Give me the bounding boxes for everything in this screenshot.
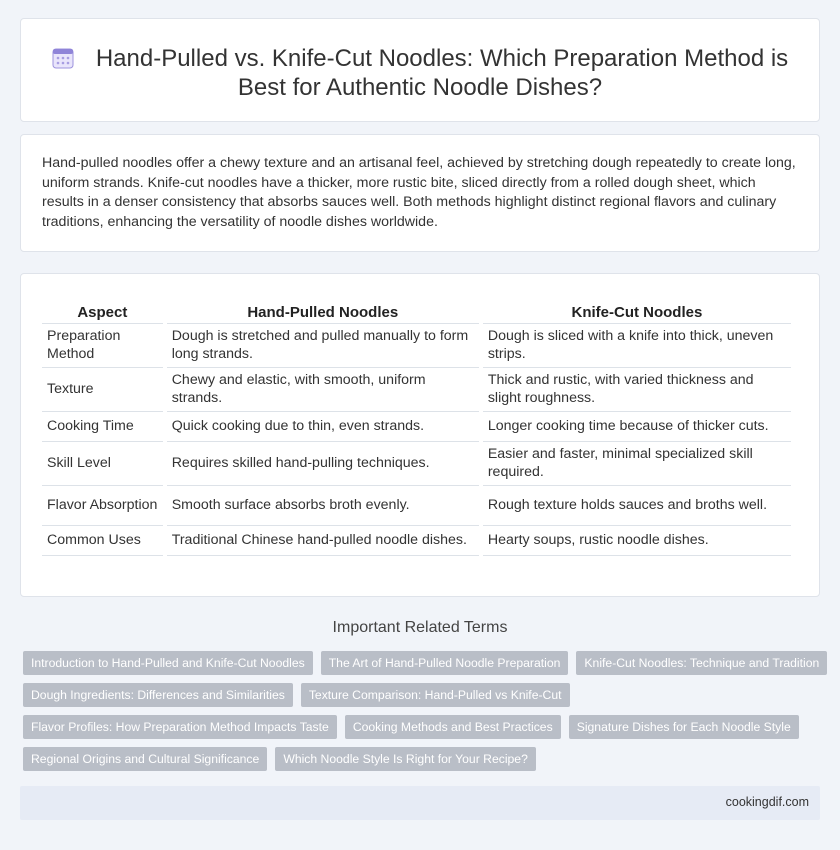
table-cell: Quick cooking due to thin, even strands. [167,412,479,442]
footer [20,786,820,820]
comparison-table-card [20,273,820,597]
table-cell: Dough is stretched and pulled manually to form long strands. [167,324,479,368]
tag-row [23,651,823,675]
table-cell: Common Uses [42,526,163,556]
related-term-tag[interactable]: Flavor Profiles: How Preparation Method Impacts Taste [23,715,337,739]
table-cell: Rough texture holds sauces and broths well. [483,486,791,526]
related-term-tag[interactable]: Introduction to Hand-Pulled and Knife-Cut Noodles [23,651,313,675]
table-cell: Dough is sliced with a knife into thick, uneven strips. [483,324,791,368]
table-cell: Flavor Absorption [42,486,163,526]
page-title: Hand-Pulled vs. Knife-Cut Noodles: Which Preparation Method is Best for Authentic Noodle Dishes? [95,45,789,101]
intro-paragraph: Hand-pulled noodles offer a chewy texture and an artisanal feel, achieved by stretching dough repeatedly to create long, uniform strands. Knife-cut noodles have a thicker, more rustic bite, sliced directly from a rolled dough sheet, which results in a denser consistency that absorbs sauces well. Both methods highlight distinct regional flavors and culinary traditions, enhancing the versatility of noodle dishes worldwide. [42,155,796,230]
table-cell: Preparation Method [42,324,163,368]
table-cell: Texture [42,368,163,412]
related-term-tag[interactable]: The Art of Hand-Pulled Noodle Preparation [321,651,569,675]
header-aspect: Aspect [42,294,163,324]
table-cell: Requires skilled hand-pulling techniques. [167,442,479,486]
related-term-tag[interactable]: Which Noodle Style Is Right for Your Recipe? [275,747,536,771]
related-term-tag[interactable]: Signature Dishes for Each Noodle Style [569,715,799,739]
related-terms-tags [23,651,823,779]
table-row [42,526,791,556]
footer-site-name[interactable]: cookingdif.com [725,795,809,809]
header-card [20,18,820,122]
tag-row [23,683,823,707]
table-row [42,442,791,486]
related-term-tag[interactable]: Regional Origins and Cultural Significance [23,747,267,771]
related-terms-title: Important Related Terms [332,619,508,636]
header-hand-pulled: Hand-Pulled Noodles [167,294,479,324]
related-term-tag[interactable]: Dough Ingredients: Differences and Similarities [23,683,293,707]
header-knife-cut: Knife-Cut Noodles [483,294,791,324]
table-cell: Traditional Chinese hand-pulled noodle dishes. [167,526,479,556]
related-term-tag[interactable]: Cooking Methods and Best Practices [345,715,561,739]
table-cell: Chewy and elastic, with smooth, uniform strands. [167,368,479,412]
table-row [42,324,791,368]
related-term-tag[interactable]: Knife-Cut Noodles: Technique and Tradition [576,651,827,675]
related-term-tag[interactable]: Texture Comparison: Hand-Pulled vs Knife-Cut [301,683,570,707]
table-cell: Smooth surface absorbs broth evenly. [167,486,479,526]
calendar-icon [52,47,74,69]
tag-row [23,715,823,739]
table-cell: Easier and faster, minimal specialized skill required. [483,442,791,486]
table-cell: Longer cooking time because of thicker cuts. [483,412,791,442]
table-cell: Cooking Time [42,412,163,442]
table-row [42,412,791,442]
table-cell: Skill Level [42,442,163,486]
comparison-table [38,294,795,556]
title-wrap [21,44,819,102]
table-cell: Thick and rustic, with varied thickness and slight roughness. [483,368,791,412]
table-cell: Hearty soups, rustic noodle dishes. [483,526,791,556]
table-row [42,368,791,412]
tag-row [23,747,823,771]
table-row [42,486,791,526]
intro-card [20,134,820,252]
